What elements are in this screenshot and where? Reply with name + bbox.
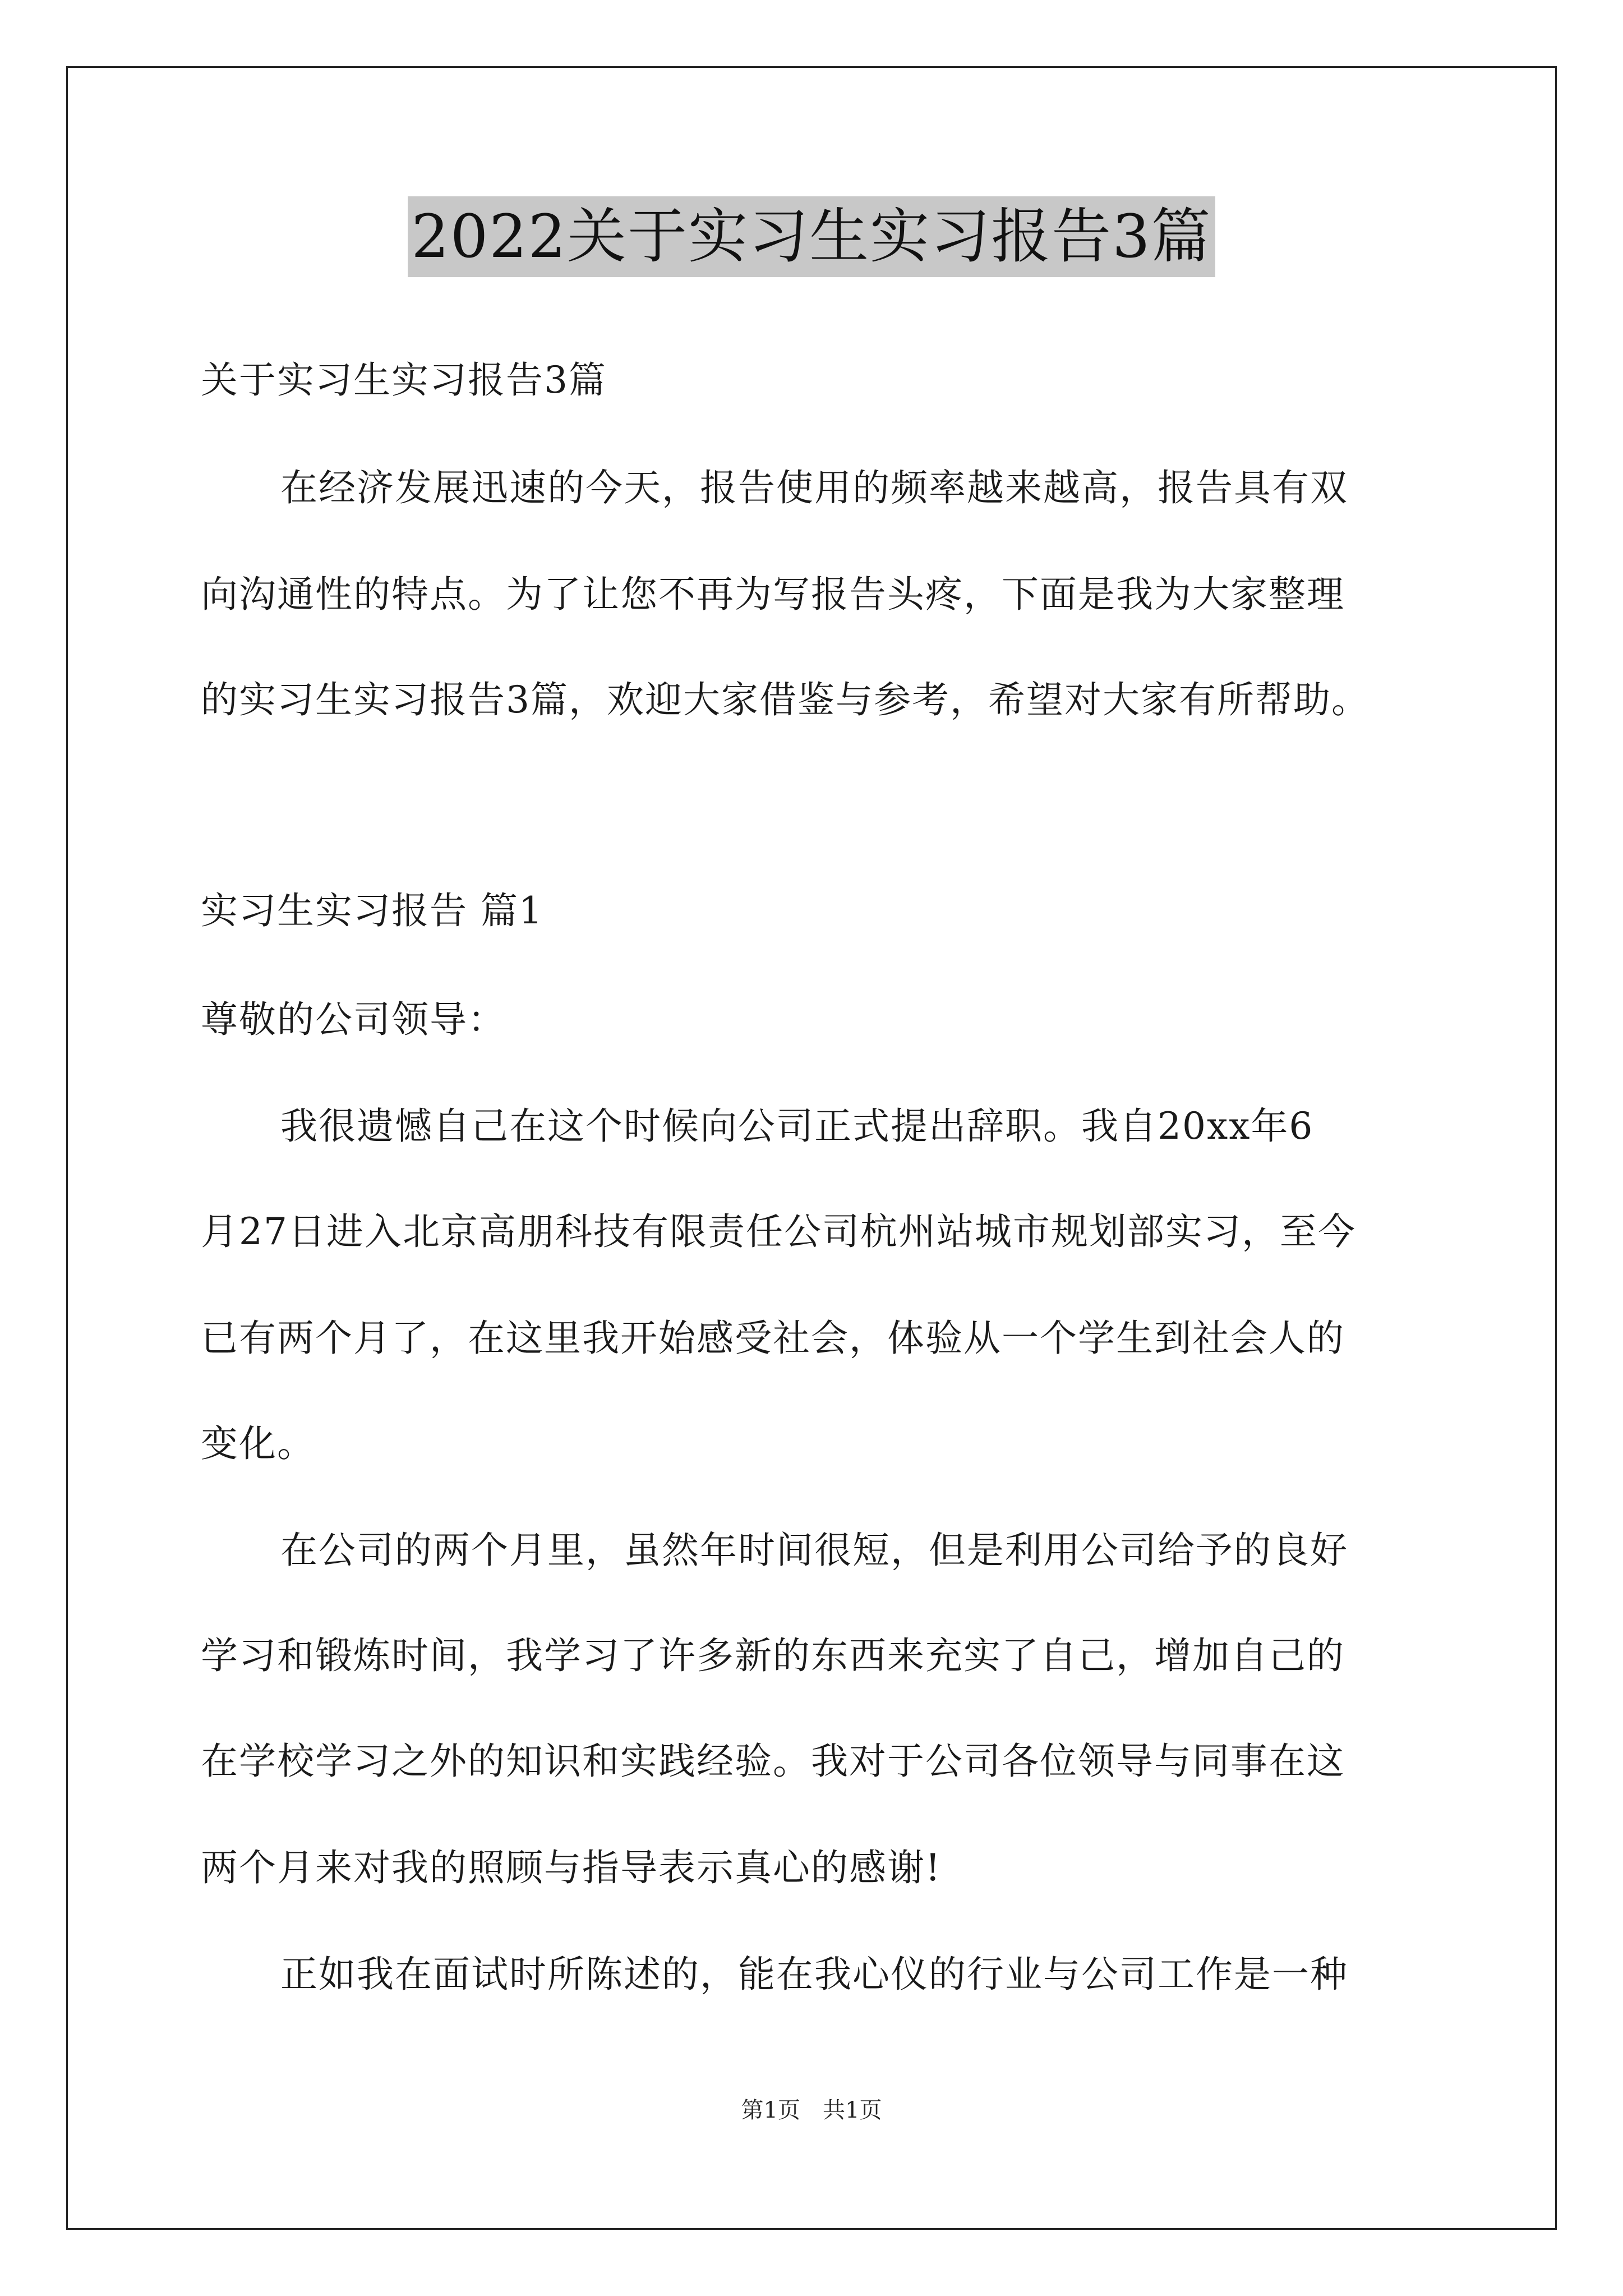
paragraph-line: 正如我在面试时所陈述的，能在我心仪的行业与公司工作是一种: [280, 1953, 1348, 1996]
document-title: 2022关于实习生实习报告3篇: [408, 196, 1215, 277]
title-container: [0, 196, 1623, 277]
intro-line: 的实习生实习报告3篇，欢迎大家借鉴与参考，希望对大家有所帮助。: [201, 678, 1370, 721]
intro-line: 向沟通性的特点。为了让您不再为写报告头疼，下面是我为大家整理: [201, 573, 1345, 616]
paragraph-line: 在公司的两个月里，虽然年时间很短，但是利用公司给予的良好: [280, 1529, 1348, 1572]
paragraph-line: 已有两个月了，在这里我开始感受社会，体验从一个学生到社会人的: [201, 1317, 1345, 1360]
page-footer: 第1页 共1页: [741, 2097, 882, 2123]
document-subtitle: 关于实习生实习报告3篇: [201, 358, 607, 402]
paragraph-line: 在学校学习之外的知识和实践经验。我对于公司各位领导与同事在这: [201, 1740, 1345, 1783]
section-heading: 实习生实习报告 篇1: [201, 889, 543, 932]
paragraph-line: 两个月来对我的照顾与指导表示真心的感谢!: [201, 1846, 942, 1889]
paragraph-line: 我很遗憾自己在这个时候向公司正式提出辞职。我自20xx年6: [280, 1105, 1314, 1148]
paragraph-line: 月27日进入北京高朋科技有限责任公司杭州站城市规划部实习，至今: [201, 1210, 1356, 1253]
salutation: 尊敬的公司领导：: [201, 998, 506, 1041]
paragraph-line: 变化。: [201, 1422, 315, 1465]
intro-line: 在经济发展迅速的今天，报告使用的频率越来越高，报告具有双: [280, 466, 1348, 509]
paragraph-line: 学习和锻炼时间，我学习了许多新的东西来充实了自己，增加自己的: [201, 1634, 1345, 1677]
